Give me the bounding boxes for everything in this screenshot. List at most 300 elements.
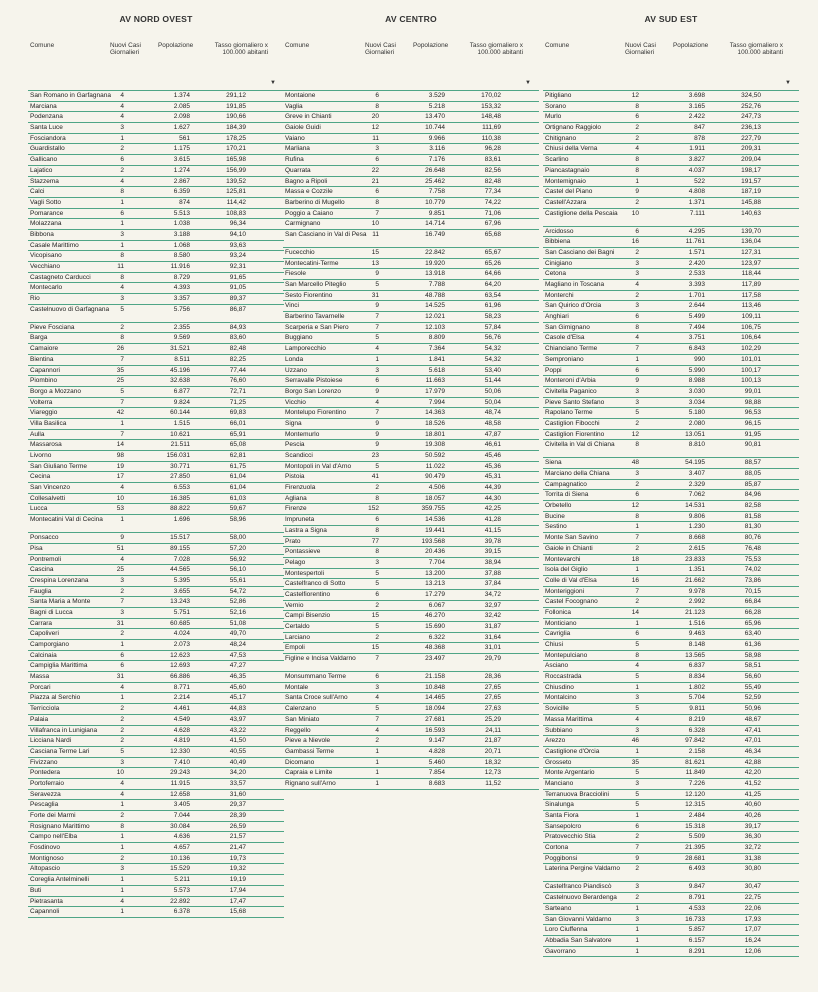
cell-comune: Seravezza xyxy=(30,790,61,798)
cell-nuovi-casi: 2 xyxy=(635,544,639,552)
cell-tasso: 64,20 xyxy=(484,281,501,288)
cell-nuovi-casi: 1 xyxy=(635,947,639,955)
table-row xyxy=(283,462,539,473)
table-row xyxy=(28,736,284,747)
table-row xyxy=(283,187,539,198)
table-row xyxy=(28,166,284,177)
cell-nuovi-casi: 12 xyxy=(631,502,639,510)
cell-nuovi-casi: 7 xyxy=(635,345,639,353)
cell-popolazione: 10.848 xyxy=(425,683,445,691)
cell-popolazione: 23.497 xyxy=(425,655,445,663)
cell-nuovi-casi: 8 xyxy=(375,198,379,206)
cell-tasso: 61,96 xyxy=(484,302,501,310)
cell-comune: Subbiano xyxy=(545,726,573,734)
cell-nuovi-casi: 4 xyxy=(120,790,124,798)
cell-nuovi-casi: 2 xyxy=(635,124,639,132)
header-nuovi-casi: Nuovi Casi Giornalieri xyxy=(110,42,141,57)
cell-comune: Chiusi della Verna xyxy=(545,145,598,153)
cell-nuovi-casi: 7 xyxy=(375,209,379,217)
table-row xyxy=(283,366,539,377)
cell-popolazione: 5.990 xyxy=(688,366,705,374)
cell-popolazione: 9.847 xyxy=(688,883,705,891)
cell-tasso: 190,66 xyxy=(226,113,246,121)
cell-popolazione: 13.051 xyxy=(685,430,705,438)
cell-nuovi-casi: 2 xyxy=(120,630,124,638)
cell-popolazione: 22.842 xyxy=(425,248,445,256)
cell-popolazione: 25.462 xyxy=(425,177,445,185)
cell-nuovi-casi: 2 xyxy=(635,419,639,427)
cell-popolazione: 20.436 xyxy=(425,548,445,556)
cell-nuovi-casi: 7 xyxy=(120,430,124,438)
cell-tasso: 100,13 xyxy=(741,377,761,385)
cell-nuovi-casi: 8 xyxy=(635,166,639,174)
table-row xyxy=(283,526,539,537)
cell-comune: Signa xyxy=(285,419,302,427)
cell-nuovi-casi: 2 xyxy=(120,854,124,862)
cell-tasso: 90,81 xyxy=(744,441,761,449)
cell-comune: Castelnuovo Berardenga xyxy=(545,894,617,902)
table-row xyxy=(28,704,284,715)
cell-tasso: 50,96 xyxy=(744,705,761,713)
cell-tasso: 85,87 xyxy=(744,480,761,488)
cell-nuovi-casi: 4 xyxy=(635,145,639,153)
cell-tasso: 127,31 xyxy=(741,248,761,256)
table-row xyxy=(283,269,539,280)
table-row xyxy=(543,209,799,227)
cell-tasso: 84,93 xyxy=(229,323,246,331)
cell-popolazione: 12.315 xyxy=(685,801,705,809)
sort-down-icon[interactable]: ▼ xyxy=(525,80,531,86)
cell-popolazione: 14.536 xyxy=(425,516,445,524)
table-row xyxy=(28,355,284,366)
cell-nuovi-casi: 18 xyxy=(631,555,639,563)
cell-tasso: 125,81 xyxy=(226,188,246,196)
cell-tasso: 89,37 xyxy=(229,295,246,303)
cell-tasso: 58,96 xyxy=(229,516,246,524)
table-row xyxy=(28,619,284,630)
header-tasso[interactable]: Tasso giornaliero x 100.000 abitanti xyxy=(214,42,268,57)
cell-nuovi-casi: 53 xyxy=(116,505,124,513)
cell-nuovi-casi: 1 xyxy=(635,566,639,574)
cell-tasso: 37,84 xyxy=(484,580,501,588)
cell-comune: Cinigiano xyxy=(545,259,573,267)
cell-comune: Monsummano Terme xyxy=(285,673,346,681)
cell-comune: Vinci xyxy=(285,302,299,310)
table-row xyxy=(543,576,799,587)
cell-popolazione: 1.911 xyxy=(689,145,705,153)
cell-comune: Fosciandora xyxy=(30,134,66,142)
table-row xyxy=(543,758,799,769)
cell-comune: Pescia xyxy=(285,441,305,449)
cell-tasso: 15,68 xyxy=(229,908,246,916)
table-row xyxy=(28,587,284,598)
table-row xyxy=(28,187,284,198)
table-row xyxy=(283,622,539,633)
cell-comune: Pratovecchio Stia xyxy=(545,833,596,841)
cell-comune: Gaiole Guidi xyxy=(285,124,321,132)
cell-tasso: 191,85 xyxy=(226,102,246,110)
table-row xyxy=(283,91,539,102)
cell-popolazione: 847 xyxy=(694,124,705,132)
cell-comune: Reggello xyxy=(285,726,311,734)
cell-comune: Lajatico xyxy=(30,166,53,174)
cell-tasso: 41,50 xyxy=(229,737,246,745)
cell-nuovi-casi: 4 xyxy=(120,555,124,563)
table-row xyxy=(28,451,284,462)
cell-comune: Capoliveri xyxy=(30,630,59,638)
table-row xyxy=(28,333,284,344)
cell-popolazione: 18.094 xyxy=(425,705,445,713)
cell-tasso: 76,60 xyxy=(229,377,246,385)
cell-tasso: 44,39 xyxy=(484,484,501,492)
cell-tasso: 19,19 xyxy=(229,876,246,884)
table-row xyxy=(28,472,284,483)
table-row xyxy=(283,134,539,145)
table-row xyxy=(28,758,284,769)
cell-tasso: 62,81 xyxy=(229,452,246,459)
table-row xyxy=(283,569,539,580)
cell-popolazione: 2.533 xyxy=(688,270,705,278)
header-tasso[interactable]: Tasso giornaliero x 100.000 abitanti xyxy=(729,42,783,57)
cell-nuovi-casi: 3 xyxy=(120,230,124,238)
cell-comune: Buggiano xyxy=(285,334,313,342)
cell-nuovi-casi: 35 xyxy=(631,758,639,766)
table-row xyxy=(28,344,284,355)
cell-nuovi-casi: 14 xyxy=(631,608,639,616)
cell-popolazione: 4.628 xyxy=(173,726,190,734)
cell-popolazione: 5.751 xyxy=(173,608,190,616)
cell-popolazione: 9.978 xyxy=(688,587,705,595)
table-row xyxy=(28,440,284,451)
cell-popolazione: 29.243 xyxy=(170,769,190,777)
cell-popolazione: 9.851 xyxy=(428,209,445,217)
cell-nuovi-casi: 4 xyxy=(120,92,124,99)
cell-comune: Livorno xyxy=(30,452,52,459)
table-row xyxy=(543,544,799,555)
cell-popolazione: 14.525 xyxy=(425,302,445,310)
cell-tasso: 187,19 xyxy=(741,188,761,196)
cell-tasso: 77,44 xyxy=(229,366,246,374)
cell-popolazione: 1.068 xyxy=(173,241,190,249)
cell-comune: Larciano xyxy=(285,633,310,641)
cell-popolazione: 89.155 xyxy=(170,544,190,552)
table-row xyxy=(543,587,799,598)
cell-comune: Piancastagnaio xyxy=(545,166,590,174)
cell-nuovi-casi: 1 xyxy=(635,812,639,819)
table-row xyxy=(283,726,539,737)
cell-popolazione: 5.509 xyxy=(688,833,705,841)
cell-popolazione: 30.084 xyxy=(170,822,190,830)
cell-popolazione: 31.521 xyxy=(170,345,190,353)
table-row xyxy=(28,376,284,387)
table-row xyxy=(283,259,539,270)
cell-popolazione: 7.494 xyxy=(688,323,705,331)
cell-popolazione: 48.368 xyxy=(425,644,445,652)
cell-nuovi-casi: 7 xyxy=(375,655,379,663)
cell-tasso: 209,31 xyxy=(741,145,761,153)
cell-nuovi-casi: 31 xyxy=(116,619,124,627)
cell-tasso: 11,52 xyxy=(485,779,501,787)
cell-nuovi-casi: 1 xyxy=(635,904,639,912)
cell-popolazione: 3.188 xyxy=(173,230,190,238)
cell-nuovi-casi: 31 xyxy=(116,673,124,681)
cell-comune: Palaia xyxy=(30,715,49,723)
table-row xyxy=(28,726,284,737)
cell-popolazione: 3.529 xyxy=(428,92,445,99)
cell-nuovi-casi: 6 xyxy=(635,313,639,321)
cell-nuovi-casi: 6 xyxy=(375,188,379,196)
cell-nuovi-casi: 35 xyxy=(116,366,124,374)
header-tasso[interactable]: Tasso giornaliero x 100.000 abitanti xyxy=(469,42,523,57)
cell-popolazione: 9.824 xyxy=(173,398,190,406)
table-row xyxy=(543,832,799,843)
cell-nuovi-casi: 2 xyxy=(120,812,124,819)
cell-nuovi-casi: 3 xyxy=(635,694,639,702)
cell-tasso: 44,30 xyxy=(484,494,501,502)
cell-tasso: 71,06 xyxy=(484,209,501,217)
cell-tasso: 140,63 xyxy=(741,209,761,217)
cell-comune: Villa Basilica xyxy=(30,419,67,427)
cell-tasso: 16,24 xyxy=(744,936,761,944)
sort-down-icon[interactable]: ▼ xyxy=(270,80,276,86)
cell-comune: Laterina Pergine Valdarno xyxy=(545,865,621,873)
cell-nuovi-casi: 7 xyxy=(375,313,379,321)
cell-tasso: 76,48 xyxy=(744,544,761,552)
cell-comune: Marciana xyxy=(30,102,57,110)
column-title: AV CENTRO xyxy=(385,14,437,24)
table-row xyxy=(543,555,799,566)
cell-tasso: 33,57 xyxy=(229,779,246,787)
cell-nuovi-casi: 6 xyxy=(635,491,639,499)
cell-tasso: 36,30 xyxy=(744,833,761,841)
cell-popolazione: 4.819 xyxy=(173,737,190,745)
cell-popolazione: 1.175 xyxy=(173,145,190,153)
table-body xyxy=(28,91,284,918)
cell-tasso: 139,70 xyxy=(741,227,761,235)
cell-tasso: 50,04 xyxy=(484,398,501,406)
cell-comune: Terricciola xyxy=(30,705,60,713)
table-body xyxy=(543,91,799,957)
cell-nuovi-casi: 1 xyxy=(120,876,124,884)
table-row xyxy=(28,144,284,155)
cell-nuovi-casi: 9 xyxy=(375,430,379,438)
cell-tasso: 40,55 xyxy=(229,747,246,755)
cell-comune: Bagni di Lucca xyxy=(30,608,73,616)
table-row xyxy=(283,768,539,779)
table-row xyxy=(283,419,539,430)
cell-tasso: 51,08 xyxy=(229,619,246,627)
cell-nuovi-casi: 3 xyxy=(635,270,639,278)
table-row xyxy=(543,469,799,480)
cell-tasso: 20,71 xyxy=(484,747,501,755)
cell-tasso: 58,00 xyxy=(229,534,246,542)
cell-popolazione: 3.116 xyxy=(429,145,445,153)
cell-popolazione: 9.966 xyxy=(428,134,445,142)
cell-comune: Chiusi xyxy=(545,641,564,648)
cell-nuovi-casi: 8 xyxy=(120,334,124,342)
table-row xyxy=(28,515,284,533)
cell-nuovi-casi: 5 xyxy=(120,305,124,313)
cell-comune: Sesto Fiorentino xyxy=(285,291,333,299)
cell-tasso: 42,25 xyxy=(484,505,501,513)
cell-nuovi-casi: 2 xyxy=(120,587,124,595)
cell-tasso: 81,58 xyxy=(744,512,761,520)
cell-nuovi-casi: 41 xyxy=(371,473,379,481)
cell-tasso: 111,69 xyxy=(482,124,501,132)
cell-comune: Porcari xyxy=(30,683,51,691)
table-row xyxy=(28,430,284,441)
cell-tasso: 58,23 xyxy=(484,313,501,321)
table-row xyxy=(28,123,284,134)
table-row xyxy=(283,209,539,220)
cell-popolazione: 3.655 xyxy=(173,587,190,595)
sort-down-icon[interactable]: ▼ xyxy=(785,80,791,86)
cell-tasso: 19,32 xyxy=(229,865,246,873)
cell-nuovi-casi: 5 xyxy=(635,673,639,681)
table-row xyxy=(28,483,284,494)
cell-tasso: 66,84 xyxy=(744,598,761,606)
cell-nuovi-casi: 3 xyxy=(635,259,639,267)
cell-nuovi-casi: 9 xyxy=(375,387,379,395)
cell-nuovi-casi: 1 xyxy=(120,833,124,841)
cell-popolazione: 44.565 xyxy=(170,566,190,574)
cell-tasso: 74,22 xyxy=(484,198,501,206)
cell-popolazione: 14.531 xyxy=(685,502,705,510)
cell-nuovi-casi: 3 xyxy=(120,608,124,616)
cell-tasso: 32,72 xyxy=(744,844,761,852)
table-row xyxy=(28,408,284,419)
table-row xyxy=(28,219,284,230)
table-row xyxy=(28,683,284,694)
cell-comune: Pelago xyxy=(285,558,306,566)
cell-nuovi-casi: 2 xyxy=(635,598,639,606)
table-row xyxy=(283,558,539,569)
cell-comune: Chianciano Terme xyxy=(545,345,598,353)
cell-tasso: 37,88 xyxy=(484,569,501,577)
cell-tasso: 145,88 xyxy=(741,198,761,206)
cell-comune: Londa xyxy=(285,355,304,363)
cell-tasso: 148,48 xyxy=(481,113,501,121)
table-row xyxy=(283,155,539,166)
cell-tasso: 47,27 xyxy=(229,662,246,670)
cell-comune: Bagno a Ripoli xyxy=(285,177,328,185)
cell-popolazione: 5.756 xyxy=(173,305,190,313)
cell-nuovi-casi: 10 xyxy=(116,494,124,502)
cell-popolazione: 3.615 xyxy=(173,156,190,164)
cell-comune: Massarosa xyxy=(30,441,62,449)
cell-comune: Fucecchio xyxy=(285,248,315,256)
table-row xyxy=(28,533,284,544)
table-row xyxy=(283,280,539,291)
cell-nuovi-casi: 2 xyxy=(120,145,124,153)
table-row xyxy=(543,458,799,469)
cell-tasso: 178,25 xyxy=(226,134,246,142)
cell-popolazione: 15.318 xyxy=(685,822,705,830)
cell-tasso: 45,36 xyxy=(484,462,501,470)
cell-nuovi-casi: 4 xyxy=(120,484,124,492)
cell-tasso: 54,72 xyxy=(229,587,246,595)
cell-comune: Barga xyxy=(30,334,48,342)
table-header xyxy=(543,42,799,91)
table-row xyxy=(28,419,284,430)
cell-comune: Villafranca in Lunigiana xyxy=(30,726,98,734)
table-row xyxy=(543,376,799,387)
cell-tasso: 46,61 xyxy=(484,441,501,449)
cell-nuovi-casi: 42 xyxy=(116,409,124,417)
cell-popolazione: 4.461 xyxy=(173,705,190,713)
cell-comune: Poppi xyxy=(545,366,562,374)
cell-comune: Castiglione della Pescaia xyxy=(545,209,618,217)
cell-popolazione: 5.618 xyxy=(428,366,445,374)
cell-tasso: 41,15 xyxy=(484,526,501,534)
cell-comune: Uzzano xyxy=(285,366,308,374)
cell-comune: Cecina xyxy=(30,473,51,481)
table-row xyxy=(283,430,539,441)
cell-comune: Arezzo xyxy=(545,737,566,745)
cell-nuovi-casi: 8 xyxy=(375,494,379,502)
cell-tasso: 27,63 xyxy=(484,705,501,713)
cell-comune: Campiglia Marittima xyxy=(30,662,88,670)
cell-comune: Marliana xyxy=(285,145,310,153)
table-row xyxy=(28,102,284,113)
cell-nuovi-casi: 46 xyxy=(631,737,639,745)
table-row xyxy=(543,672,799,683)
cell-comune: Montelupo Fiorentino xyxy=(285,409,347,417)
cell-popolazione: 6.322 xyxy=(428,633,445,641)
cell-comune: Portoferraio xyxy=(30,779,64,787)
cell-tasso: 83,60 xyxy=(229,334,246,342)
cell-comune: Roccastrada xyxy=(545,673,582,681)
cell-tasso: 81,30 xyxy=(744,523,761,531)
cell-nuovi-casi: 4 xyxy=(635,662,639,670)
cell-comune: Pieve Santo Stefano xyxy=(545,398,605,406)
cell-tasso: 170,02 xyxy=(481,92,501,99)
cell-tasso: 57,84 xyxy=(484,323,501,331)
cell-comune: Pitigliano xyxy=(545,92,572,99)
cell-tasso: 61,04 xyxy=(229,484,246,492)
table-row xyxy=(543,533,799,544)
cell-nuovi-casi: 2 xyxy=(635,865,639,873)
cell-tasso: 53,40 xyxy=(484,366,501,374)
cell-nuovi-casi: 1 xyxy=(635,936,639,944)
cell-comune: Pontremoli xyxy=(30,555,62,563)
cell-popolazione: 9.147 xyxy=(428,737,445,745)
cell-nuovi-casi: 3 xyxy=(375,145,379,153)
cell-comune: Carmignano xyxy=(285,220,321,228)
table-row xyxy=(28,843,284,854)
cell-comune: Montepulciano xyxy=(545,651,588,659)
cell-nuovi-casi: 4 xyxy=(120,897,124,905)
table-row xyxy=(543,822,799,833)
cell-nuovi-casi: 2 xyxy=(120,166,124,174)
cell-comune: Montemurlo xyxy=(285,430,320,438)
cell-tasso: 26,59 xyxy=(229,822,246,830)
cell-popolazione: 6.493 xyxy=(688,865,705,873)
cell-popolazione: 4.828 xyxy=(428,747,445,755)
cell-nuovi-casi: 3 xyxy=(120,758,124,766)
cell-tasso: 21,47 xyxy=(229,844,246,852)
cell-nuovi-casi: 9 xyxy=(635,377,639,385)
cell-tasso: 170,21 xyxy=(226,145,246,153)
header-popolazione: Popolazione xyxy=(673,42,709,49)
table-row xyxy=(283,177,539,188)
cell-nuovi-casi: 10 xyxy=(371,220,379,228)
table-row xyxy=(283,398,539,409)
cell-comune: Monte Argentario xyxy=(545,769,595,777)
cell-comune: Montignoso xyxy=(30,854,64,862)
cell-popolazione: 15.690 xyxy=(425,623,445,630)
cell-popolazione: 12.658 xyxy=(170,790,190,798)
